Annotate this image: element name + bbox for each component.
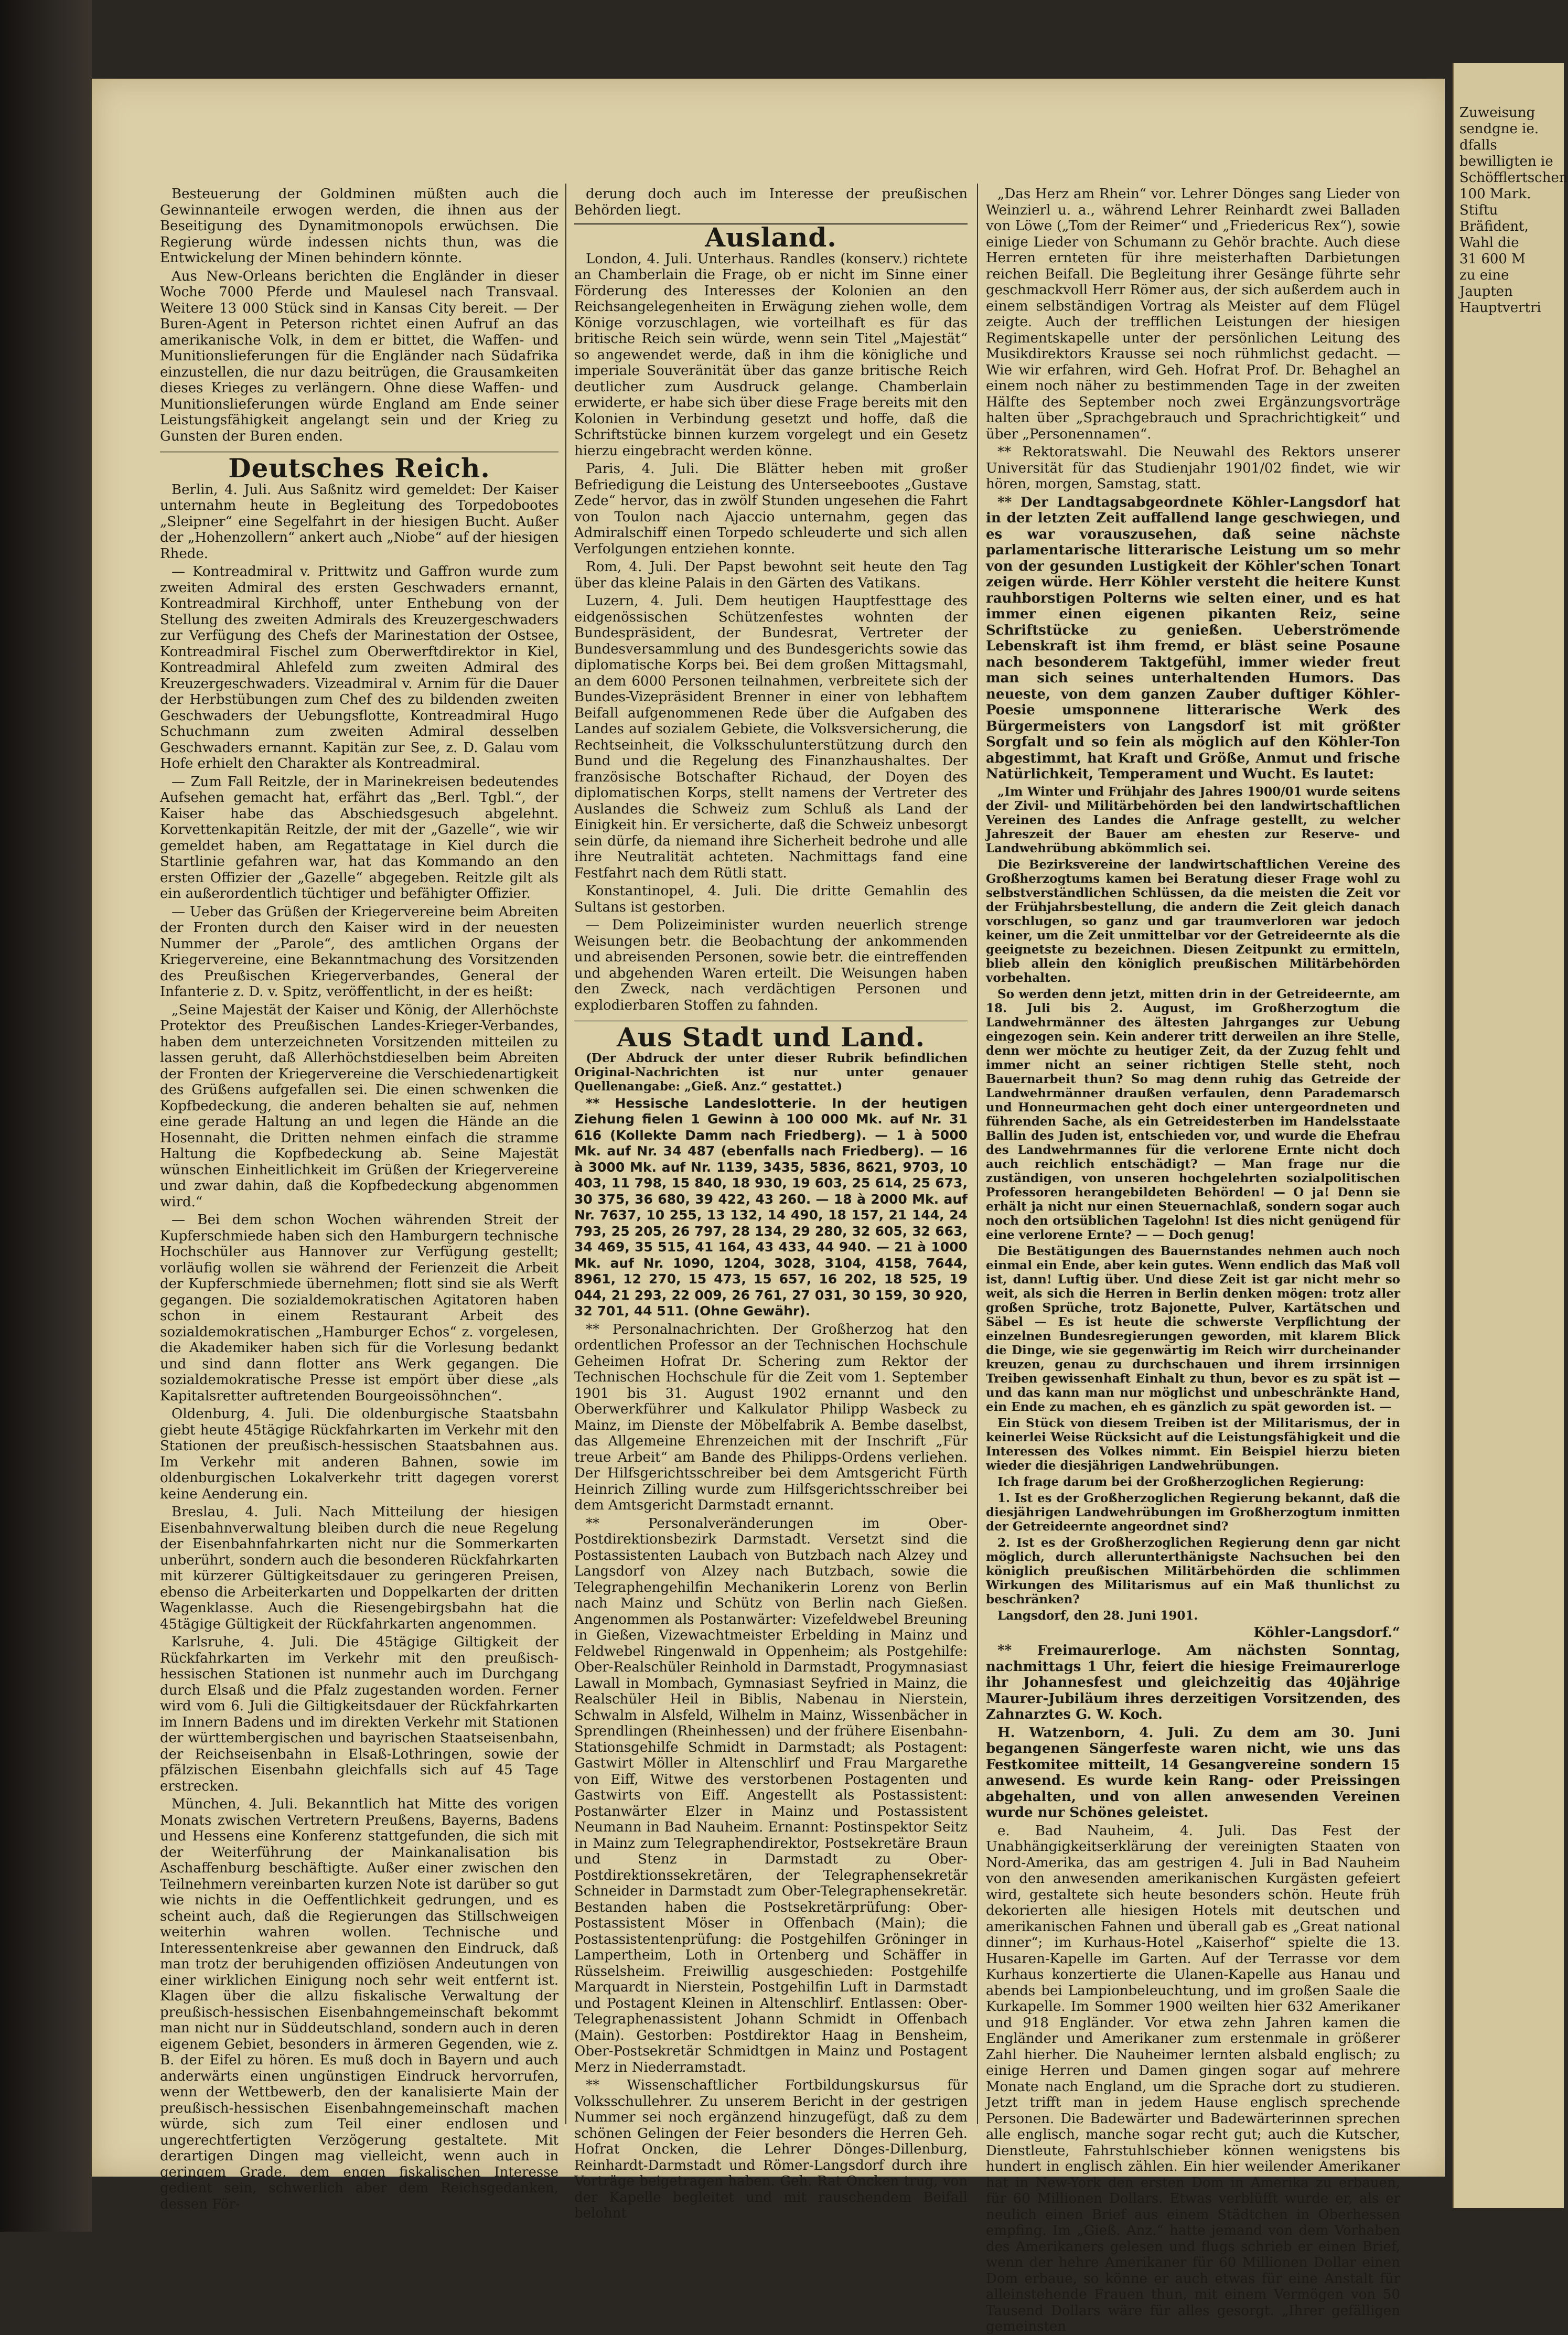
quote: „Im Winter und Frühjahr des Jahres 1900/01 wurde seitens der Zivil- und Militärbehörden bei den landwirtschaftlichen Vereinen des Landes die Anfrage gestellt, zu welcher Jahreszeit der Bauer am ehesten zur Reserve- und Landwehrübung abkömmlich sei. [986, 784, 1400, 855]
paragraph: — Kontreadmiral v. Prittwitz und Gaffron wurde zum zweiten Admiral des ersten Geschwaders ernannt, Kontreadmiral Kirchhoff, unter Enthebung von der Stellung des zweiten Admirals des Kreuzergeschwaders zur Verfügung des Chefs der Marinestation der Ostsee, Kontreadmiral Fischel zum Oberwerftdirektor in Kiel, Kontreadmiral Ahlefeld zum zweiten Admiral des Kreuzergeschwaders. Vizeadmiral v. Arnim für die Dauer der Herbstübungen zum Chef des zu bildenden zweiten Geschwaders der Uebungsflotte, Kontreadmiral Hugo Schuchmann zum zweiten Admiral desselben Geschwaders ernannt. Kapitän zur See, z. D. Galau vom Hofe erhielt den Charakter als Kontreadmiral. [160, 564, 559, 772]
paragraph: „Seine Majestät der Kaiser und König, der Allerhöchste Protektor des Preußischen Landes-Krieger-Verbandes, haben dem unterzeichneten Vorsitzenden mitteilen zu lassen geruht, daß Allerhöchstdieselben beim Abreiten der Fronten der Kriegervereine die Verschiedenartigkeit des Grüßens aufgefallen sei. Die einen schwenken die Kopfbedeckung, die anderen behalten sie auf, nehmen eine gerade Haltung an und legen die Hände an die Hosennaht, die Dritten nehmen einfach die stramme Haltung die Kopfbedeckung ab. Seine Majestät wünschen Einheitlichkeit im Grüßen der Kriegervereine und zwar dahin, daß die Kopfbedeckung abgenommen wird.“ [160, 1002, 559, 1210]
paragraph: Rom, 4. Juli. Der Papst bewohnt seit heute den Tag über das kleine Palais in den Gärten des Vatikans. [574, 559, 968, 591]
section-heading-deutsches-reich: Deutsches Reich. [228, 453, 490, 484]
column-1 [160, 186, 559, 2212]
paragraph-koehler: ** Der Landtagsabgeordnete Köhler-Langsdorf hat in der letzten Zeit auffallend lange geschwiegen, und es war vorauszusehen, daß seine nächste parlamentarische litterarische Leistung um so mehr von der gesunden Lustigkeit der Köhler'schen Tonart zeigen würde. Herr Köhler versteht die heitere Kunst rauhborstigen Polterns wie selten einer, und es hat immer einen eigenen pikanten Reiz, seine Schriftstücke zu genießen. Ueberströmende Lebenskraft ist ihm fremd, er bläst seine Posaune nach besonderem Taktgefühl, immer wieder freut man sich seines unterhaltenden Humors. Das neueste, von dem ganzen Zauber duftiger Köhler-Poesie umsponnene litterarische Werk des Bürgermeisters von Langsdorf ist mit größter Sorgfalt und so fein als möglich auf den Köhler-Ton abgestimmt, hat Kraft und Größe, Anmut und frische Natürlichkeit, Temperament und Wucht. Es lautet: [986, 494, 1400, 782]
paragraph-watzenborn: H. Watzenborn, 4. Juli. Zu dem am 30. Juni begangenen Sängerfeste waren nicht, wie uns das Festkomitee mitteilt, 14 Gesangvereine sondern 15 anwesend. Es wurde kein Rang- oder Preissingen abgehalten, und von allen anwesenden Vereinen wurde nur Schönes geleistet. [986, 1725, 1400, 1820]
section-heading-aus-stadt-und-land: Aus Stadt und Land. [616, 1022, 926, 1053]
paragraph: Karlsruhe, 4. Juli. Die 45tägige Giltigkeit der Rückfahrkarten im Verkehr mit den preußisch-hessischen Stationen ist nunmehr auch im Durchgang durch Elsaß und die Pfalz zugestanden worden. Ferner wird vom 6. Juli die Giltigkeitsdauer der Rückfahrkarten im Innern Badens und im direkten Verkehr mit Stationen der württembergischen und bayrischen Staatseisenbahn, der Reichseisenbahn in Elsaß-Lothringen, sowie der pfälzischen Eisenbahn gleichfalls sich auf 45 Tage erstrecken. [160, 1634, 559, 1794]
paragraph: London, 4. Juli. Unterhaus. Randles (konserv.) richtete an Chamberlain die Frage, ob er nicht im Sinne einer Förderung des Interesses der Kolonien an den Reichsangelegenheiten in Erwägung ziehen wolle, dem Könige vorzuschlagen, wie vorteilhaft es für das britische Reich sein würde, wenn sein Titel „Majestät“ so angewendet werde, daß in ihm die königliche und imperiale Souveränität über das ganze britische Reich deutlicher zum Ausdruck gelange. Chamberlain erwiderte, er habe sich über diese Frage bereits mit den Kolonien in Verbindung gesetzt und hoffe, daß die Schriftstücke binnen kurzem vorgelegt und ein Gesetz hierzu eingebracht werden könne. [574, 251, 968, 459]
text-line: sendgne ie. [1459, 121, 1539, 137]
paragraph: 1. Ist es der Großherzoglichen Regierung bekannt, daß die diesjährigen Landwehrübungen im Großherzogtum inmitten der Getreideernte angeordnet sind? [986, 1491, 1400, 1534]
reprint-note: (Der Abdruck der unter dieser Rubrik befindlichen Original-Nachrichten ist nur unter genauer Quellenangabe: „Gieß. Anz.“ gestattet.) [574, 1051, 968, 1094]
paragraph: ** Personalveränderungen im Ober-Postdirektionsbezirk Darmstadt. Versetzt sind die Postassistenten Laubach von Butzbach nach Alzey und Langsdorf von Alzey nach Butzbach, sowie die Telegraphengehilfin Mechanikerin Lorenz von Berlin nach Mainz und Schütz von Berlin nach Gießen. Angenommen als Postanwärter: Vizefeldwebel Breuning in Gießen, Vizewachtmeister Erbelding in Mainz und Feldwebel Ringenwald in Oppenheim; als Postgehilfe: Ober-Realschüler Reinhold in Darmstadt, Progymnasiast Lawall in Mombach, Gymnasiast Seyfried in Mainz, die Realschüler Heil in Biblis, Nabenau in Nierstein, Schwalm in Alsfeld, Wilhelm in Mainz, Wissenbächer in Sprendlingen (Rheinhessen) und der frühere Eisenbahn-Stationsgehilfe Schmidt in Darmstadt; als Postagent: Gastwirt Möller in Altenschlirf und Frau Margarethe von Eiff, Witwe des verstorbenen Postagenten und Gastwirts von Eiff. Angestellt als Postassistent: Postanwärter Elzer in Mainz und Postassistent Neumann in Bad Nauheim. Ernannt: Postinspektor Seitz in Mainz zum Telegraphendirektor, Postsekretäre Braun und Stenz in Darmstadt zu Ober-Postdirektionssekretären, der Telegraphensekretär Schneider in Darmstadt zum Ober-Telegraphensekretär. Bestanden haben die Postsekretärprüfung: Ober-Postassistent Möser in Offenbach (Main); die Postassistentenprüfung: die Postgehilfen Gröninger in Lampertheim, Loth in Ortenberg und Schäffer in Rüsselsheim. Freiwillig ausgeschieden: Postgehilfe Marquardt in Nierstein, Postgehilfin Luft in Darmstadt und Postagent Kleinen in Altenschlirf. Entlassen: Ober-Telegraphenassistent Johann Schmidt in Offenbach (Main). Gestorben: Postdirektor Haag in Bensheim, Ober-Postsekretär Schmidtgen in Mainz und Postagent Merz in Niederramstadt. [574, 1515, 968, 2075]
text-line: zu eine [1459, 267, 1509, 283]
paragraph: Breslau, 4. Juli. Nach Mitteilung der hiesigen Eisenbahnverwaltung bleiben durch die neue Regelung der Eisenbahnfahrkarten nicht nur die Sommerkarten unberührt, sondern auch die besonderen Rückfahrkarten mit kürzerer Gültigkeitsdauer zu geringeren Preisen, ebenso die Arbeiterkarten und Doppelkarten der dritten Wagenklasse. Auch die Riesengebirgsbahn hat die 45tägige Gültigkeit der Rückfahrkarten angenommen. [160, 1504, 559, 1632]
text-line: Zuweisung [1459, 105, 1535, 121]
paragraph: derung doch auch im Interesse der preußischen Behörden liegt. [574, 186, 968, 218]
signature: Köhler-Langsdorf.“ [1253, 1624, 1400, 1641]
text-line: dfalls [1459, 137, 1497, 153]
column-rule [977, 184, 978, 2124]
column-rule [565, 184, 566, 2124]
paragraph-freimaurer: ** Freimaurerloge. Am nächsten Sonntag, nachmittags 1 Uhr, feiert die hiesige Freimaurerloge ihr Johannesfest und gleichzeitig das 40jährige Maurer-Jubiläum ihres derzeitigen Vorsitzenden, des Zahnarztes G. W. Koch. [986, 1643, 1400, 1722]
paragraph: e. Bad Nauheim, 4. Juli. Das Fest der Unabhängigkeitserklärung der vereinigten Staaten von Nord-Amerika, das am gestrigen 4. Juli in Bad Nauheim von den anwesenden amerikanischen Kurgästen gefeiert wird, gestaltete sich heute besonders schön. Heute früh dekorierten alle hiesigen Hotels mit deutschen und amerikanischen Fahnen und überall gab es „Great national dinner“; im Kurhaus-Hotel „Kaiserhof“ spielte die 13. Husaren-Kapelle im Garten. Auf der Terrasse vor dem Kurhaus konzertierte die Ulanen-Kapelle aus Hanau und abends bei Lampionbeleuchtung, und im großen Saale die Kurkapelle. Im Sommer 1900 weilten hier 632 Amerikaner und 918 Engländer. Vor etwa zehn Jahren kamen die Engländer und Amerikaner zum erstenmale in größerer Zahl hierher. Die Nauheimer lernten alsbald englisch; zu einige Herren und Damen gingen sogar auf mehrere Monate nach England, um die Sprache dort zu studieren. Jetzt trifft man in jedem Hause englisch sprechende Personen. Die Badewärter und Badewärterinnen sprechen alle englisch, manche sogar recht gut; auch die Kutscher, Dienstleute, Fahrstuhlschieber können wenigstens bis hundert in englisch zählen. Ein hier weilender Amerikaner hat in New-York den ersten Dom in Amerika zu erbauen, für 60 Millionen Dollars. Etwas verblüfft wurde er, als er neulich einen Brief aus einem Städtchen in Oberhessen empfing. Im „Gieß. Anz.“ hatte jemand von dem Vorhaben des Amerikaners gelesen und flugs schrieb er einen Brief, wenn der hehre Amerikaner für 60 Millionen Dollar einen Dom erbaue, so könne er auch etwas für eine Anstalt für alleinstehende Frauen thun, mit einem Vermögen von 50 Tausend Dollars wäre für alles gesorgt. „Ihrer gefälligen gemeinsten [986, 1823, 1400, 2334]
text-line: 31 600 M [1459, 251, 1526, 267]
paragraph: Die Bezirksvereine der landwirtschaftlichen Vereine des Großherzogtums kamen bei Beratung dieser Frage wohl zu selbstverständlichen Schlüssen, da die meisten die Zeit vor der Frühjahrsbestellung, die andern die Zeit gleich danach vorschlugen, so ganz und gar traumverloren war jedoch keiner, um die Zeit unmittelbar vor der Getreideernte als die geeignetste zu bezeichnen. Diesen Zeitpunkt zu ermitteln, blieb allein den königlich preußischen Militärbehörden vorbehalten. [986, 857, 1400, 985]
book-binding [0, 0, 92, 2232]
paragraph: Die Bestätigungen des Bauernstandes nehmen auch noch einmal ein Ende, aber kein gutes. Wenn endlich das Maß voll ist, dann! Luftig über. Und diese Zeit ist gar nicht mehr so weit, als sich die Herren in Berlin denken mögen: trotz aller großen Sprüche, trotz Bajonette, Pulver, Kartätschen und Säbel — Es ist heute die schwerste Verpflichtung der einzelnen Bundesregierungen geworden, mit klarem Blick die Dinge, wie sie gegenwärtig im Reich wirr durcheinander kreuzen, genau zu durchschauen und ihrem irrsinnigen Treiben gewissenhaft Einhalt zu thun, bevor es zu spät ist — und das kann man nur möglichst und unbeschränkte Hand, ein Ende zu machen, eh es gänzlich zu spät geworden ist. — [986, 1244, 1400, 1414]
paragraph: ** Personalnachrichten. Der Großherzog hat den ordentlichen Professor an der Technischen Hochschule Geheimen Hofrat Dr. Schering zum Rektor der Technischen Hochschule für die Zeit vom 1. September 1901 bis 31. August 1902 ernannt und den Oberwerkführer und Kalkulator Philipp Wasbeck zu Mainz, im Dienste der Möbelfabrik A. Bembe daselbst, das Allgemeine Ehrenzeichen mit der Inschrift „Für treue Arbeit“ am Bande des Philipps-Ordens verliehen. Der Hilfsgerichtsschreiber bei dem Amtsgericht Fürth Heinrich Zilling wurde zum Hilfsgerichtsschreiber bei dem Amtsgericht Darmstadt ernannt. [574, 1321, 968, 1513]
text-line: Wahl die [1459, 235, 1519, 251]
paragraph: — Ueber das Grüßen der Kriegervereine beim Abreiten der Fronten durch den Kaiser wird in der neuesten Nummer der „Parole“, des amtlichen Organs der Kriegervereine, eine Bekanntmachung des Vorsitzenden des Preußischen Kriegerverbandes, General der Infanterie z. D. v. Spitz, veröffentlicht, in der es heißt: [160, 904, 559, 1000]
paragraph: Ein Stück von diesem Treiben ist der Militarismus, der in keinerlei Weise Rücksicht auf die Leistungsfähigkeit und die Interessen des Volkes nimmt. Ein Beispiel hierzu bieten wieder die diesjährigen Landwehrübungen. [986, 1416, 1400, 1473]
paragraph: Luzern, 4. Juli. Dem heutigen Hauptfesttage des eidgenössischen Schützenfestes wohnten der Bundespräsident, der Bundesrat, Vertreter der Bundesversammlung und des Bundesgerichts sowie das diplomatische Korps bei. Bei dem großen Mittagsmahl, an dem 6000 Personen teilnahmen, verbreitete sich der Bundes-Vizepräsident Brenner in einer von lebhaftem Beifall aufgenommenen Rede über die Aufgaben des Landes auf sozialem Gebiete, die Volksversicherung, die Rechtseinheit, die Volksschulunterstützung durch den Bund und die Regelung des Finanzhaushaltes. Der französische Botschafter Richaud, der Doyen des diplomatischen Korps, stellt namens der Vertreter des Auslandes die Schweiz zum Schluß als Land der Einigkeit hin. Er versicherte, daß die Schweiz unbesorgt sein dürfe, da niemand ihre Sicherheit bedrohe und alle ihre Neutralität achteten. Nachmittags fand eine Festfahrt nach dem Rütli statt. [574, 593, 968, 881]
text-line: bewilligten ie [1459, 154, 1553, 169]
paragraph: Besteuerung der Goldminen müßten auch die Gewinnanteile erwogen werden, die ihnen aus der Beseitigung des Dynamitmonopols erwüchsen. Die Regierung würde indessen nichts thun, was die Entwickelung der Minen behindern könnte. [160, 186, 559, 266]
paragraph: Paris, 4. Juli. Die Blätter heben mit großer Befriedigung die Leistung des Unterseebootes „Gustave Zede“ hervor, das in zwölf Stunden ungesehen die Fahrt von Toulon nach Ajaccio unternahm, gegen das Admiralschiff einen Torpedo schleuderte und sich allen Verfolgungen entziehen konnte. [574, 461, 968, 557]
paragraph: So werden denn jetzt, mitten drin in der Getreideernte, am 18. Juli bis 2. August, im Großherzogtum die Landwehrmänner des ältesten Jahrganges zur Uebung eingezogen sein. Kein anderer tritt derweilen an ihre Stelle, denn wer möchte zu heutiger Zeit, da der Zuzug fehlt und immer nicht an seiner richtigen Stelle steht, noch Bauernarbeit thun? So mag denn ruhig das Getreide der Landwehrmänner draußen verfaulen, denn Parademarsch und Honneurmachen geht doch einer untergeordneten und führenden Sache, als ein Getreidesterben im Handelsstaate Ballin des Juden ist, entschieden vor, und wurde die Ehefrau des Landwehrmannes für die verlorene Ernte nicht doch auch reichlich entschädigt? — Man frage nur die zuständigen, von unseren hochgelehrten sozialpolitischen Professoren herangebildeten Behörden! — O ja! Denn sie erhält ja nicht nur einen Steuernachlaß, sondern sogar auch noch den ortsüblichen Tagelohn! Ist dies nicht genügend für eine verlorene Ernte? — — Doch genug! [986, 987, 1400, 1242]
column-3 [986, 186, 1400, 2334]
text-line: Bräfident, [1459, 219, 1529, 234]
adjacent-page-text [1459, 105, 1568, 316]
text-line: Schöfflertschen [1459, 170, 1568, 186]
paragraph: „Das Herz am Rhein“ vor. Lehrer Dönges sang Lieder von Weinzierl u. a., während Lehrer Reinhardt zwei Balladen von Löwe („Tom der Reimer“ und „Friedericus Rex“), sowie einige Lieder von Schumann zu Gehör brachte. Auch diese Herren ernteten für ihre meisterhaften Darbietungen reichen Beifall. Die Begleitung ihrer Gesänge führte sehr geschmackvoll Herr Römer aus, der sich außerdem auch in einem selbständigen Vortrag als Meister auf dem Flügel zeigte. Auch der trefflichen Leistungen der hiesigen Regimentskapelle unter der persönlichen Leitung des Musikdirektors Krausse sei noch rühmlichst gedacht. — Wie wir erfahren, wird Geh. Hofrat Prof. Dr. Behaghel an einem noch näher zu bestimmenden Tage in der zweiten Hälfte des September noch zwei Ergänzungsvorträge halten über „Sprachgebrauch und Sprachrichtigkeit“ und über „Personennamen“. [986, 186, 1400, 442]
paragraph: ** Rektoratswahl. Die Neuwahl des Rektors unserer Universität für das Studienjahr 1901/02 findet, wie wir hören, morgen, Samstag, statt. [986, 444, 1400, 492]
paragraph: Aus New-Orleans berichten die Engländer in dieser Woche 7000 Pferde und Maulesel nach Transvaal. Weitere 13 000 Stück sind in Kansas City bereit. — Der Buren-Agent in Peterson richtet einen Aufruf an das amerikanische Volk, in dem er bittet, die Waffen- und Munitionslieferungen für die Engländer nach Südafrika einzustellen, die nur dazu beitrügen, die Grausamkeiten dieses Krieges zu verlängern. Ohne diese Waffen- und Munitionslieferungen würde England am Ende seiner Leistungsfähigkeit angelangt sein und der Krieg zu Gunsten der Buren enden. [160, 268, 559, 444]
paragraph: ** Wissenschaftlicher Fortbildungskursus für Volksschullehrer. Zu unserem Bericht in der gestrigen Nummer sei noch ergänzend hinzugefügt, daß zu dem schönen Gelingen der Feier besonders die Herren Geh. Hofrat Oncken, die Lehrer Dönges-Dillenburg, Reinhardt-Darmstadt und Römer-Langsdorf durch ihre Vorträge beigetragen haben. Geh. Rat Oncken trug, von der Kapelle begleitet und mit rauschendem Beifall belohnt [574, 2077, 968, 2221]
paragraph: Langsdorf, den 28. Juni 1901. [997, 1608, 1198, 1623]
lottery-results: ** Hessische Landeslotterie. In der heutigen Ziehung fielen 1 Gewinn à 100 000 Mk. auf Nr. 31 616 (Kollekte Damm nach Friedberg). — 1 à 5000 Mk. auf Nr. 34 487 (ebenfalls nach Friedberg). — 16 à 3000 Mk. auf Nr. 1139, 3435, 5836, 8621, 9703, 10 403, 11 798, 15 840, 18 930, 19 603, 25 614, 25 673, 30 375, 36 680, 39 422, 43 260. — 18 à 2000 Mk. auf Nr. 7637, 10 255, 13 132, 14 490, 18 157, 21 144, 24 793, 25 205, 26 797, 28 134, 29 280, 32 605, 32 663, 34 469, 35 515, 41 164, 43 433, 44 940. — 21 à 1000 Mk. auf Nr. 1090, 1204, 3028, 3104, 4158, 7644, 8961, 12 270, 15 473, 15 657, 16 202, 18 525, 19 044, 21 293, 22 009, 26 761, 27 031, 30 159, 30 920, 32 701, 44 511. (Ohne Gewähr). [574, 1095, 968, 1319]
paragraph: München, 4. Juli. Bekanntlich hat Mitte des vorigen Monats zwischen Vertretern Preußens, Bayerns, Badens und Hessens eine Konferenz stattgefunden, die sich mit der Weiterführung der Mainkanalisation bis Aschaffenburg beschäftigte. Außer einer zwischen den Teilnehmern vereinbarten kurzen Note ist darüber so gut wie nichts in die Oeffentlichkeit gedrungen, und es scheint auch, daß die Regierungen das Stillschweigen weiterhin wahren wollen. Technische und Interessentenkreise aber gewannen den Eindruck, daß man trotz der beruhigenden offiziösen Andeutungen von einer wirklichen Einigung noch sehr weit entfernt ist. Klagen über die allzu fiskalische Verwaltung der preußisch-hessischen Eisenbahngemeinschaft bekommt man nicht nur in Süddeutschland, sondern auch in deren eigenem Gebiet, besonders in ärmeren Gegenden, wie z. B. der Eifel zu hören. Es muß doch in Bayern und auch anderwärts einen ungünstigen Eindruck hervorrufen, wenn der Wettbewerb, den der kanalisierte Main der preußisch-hessischen Eisenbahngemeinschaft machen würde, sich zum Teil einer endlosen und ungerechtfertigten Verzögerung gestaltete. Mit derartigen Dingen mag vielleicht, wenn auch in geringem Grade, dem engen fiskalischen Interesse gedient sein, schwerlich aber dem Reichsgedanken, dessen För- [160, 1796, 559, 2212]
column-2 [574, 186, 968, 2221]
text-line: Hauptvertri [1459, 300, 1541, 316]
adjacent-page-edge [1453, 63, 1568, 2208]
paragraph: — Bei dem schon Wochen währenden Streit der Kupferschmiede haben sich den Hamburgern technische Hochschüler aus Hannover zur Verfügung gestellt; vorläufig wollen sie während der Ferienzeit die Arbeit der Kupferschmiede übernehmen; flott sind sie als Werft gegangen. Die sozialdemokratischen Agitatoren haben schon in einem Restaurant Arbeit des sozialdemokratischen „Hamburger Echos“ z. vorgelesen, die Akademiker haben sich für die Vorlesung bedankt und sind dann flotter ans Werk gegangen. Die sozialdemokratische Presse ist empört über diese „als Kapitalsretter auftretenden Bourgeoissöhnchen“. [160, 1212, 559, 1404]
paragraph: Konstantinopel, 4. Juli. Die dritte Gemahlin des Sultans ist gestorben. [574, 883, 968, 915]
paragraph: 2. Ist es der Großherzoglichen Regierung denn gar nicht möglich, durch allerunterthänigste Nachsuchen bei den königlich preußischen Militärbehörden die schlimmen Wirkungen des Militarismus auf ein Maß thunlichst zu beschränken? [986, 1535, 1400, 1606]
paragraph: Berlin, 4. Juli. Aus Saßnitz wird gemeldet: Der Kaiser unternahm heute in Begleitung des Torpedobootes „Sleipner“ eine Segelfahrt in der hiesigen Bucht. Außer der „Hohenzollern“ ankert auch „Niobe“ auf der hiesigen Rhede. [160, 481, 559, 562]
paragraph: Ich frage darum bei der Großherzoglichen Regierung: [997, 1474, 1365, 1489]
text-line: Jaupten [1459, 284, 1513, 299]
paragraph: — Zum Fall Reitzle, der in Marinekreisen bedeutendes Aufsehen gemacht hat, erfährt das „Berl. Tgbl.“, der Kaiser habe das Abschiedsgesuch abgelehnt. Korvettenkapitän Reitzle, der mit der „Gazelle“, wie wir gemeldet haben, am Regattatage in Kiel durch die Startlinie gefahren war, hat das Kommando an den ersten Offizier der „Gazelle“ abgegeben. Reitzle gilt als ein außerordentlich tüchtiger und befähigter Offizier. [160, 774, 559, 902]
paragraph: Oldenburg, 4. Juli. Die oldenburgische Staatsbahn giebt heute 45tägige Rückfahrkarten im Verkehr mit den Stationen der preußisch-hessischen Staatsbahnen aus. Im Verkehr mit anderen Bahnen, sowie im oldenburgischen Lokalverkehr tritt dagegen vorerst keine Aenderung ein. [160, 1406, 559, 1502]
section-heading-ausland: Ausland. [705, 222, 837, 253]
paragraph: — Dem Polizeiminister wurden neuerlich strenge Weisungen betr. die Beobachtung der ankommenden und abreisenden Personen, sowie betr. die eintreffenden und abgehenden Waren erteilt. Die Weisungen haben den Zweck, nach verdächtigen Personen und explodierbaren Stoffen zu fahnden. [574, 917, 968, 1013]
newspaper-page [92, 79, 1445, 2334]
text-line: 100 Mark. [1459, 186, 1531, 202]
text-line: Stiftu [1459, 202, 1498, 218]
